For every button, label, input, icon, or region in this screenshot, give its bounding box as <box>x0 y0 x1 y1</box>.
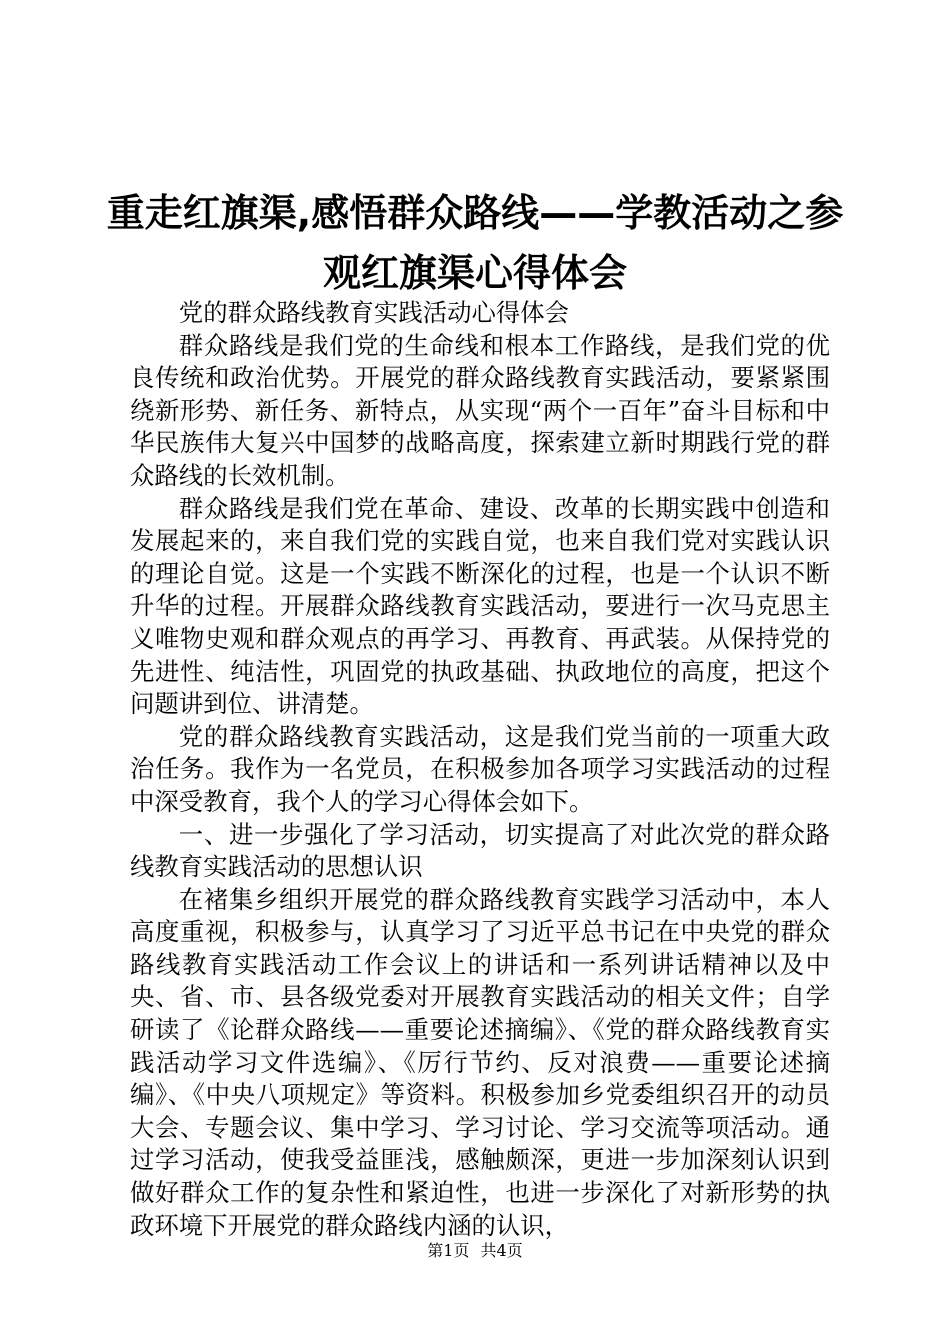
title-line-1: 重走红旗渠,感悟群众路线——学教活动之参 <box>106 191 844 235</box>
body-paragraph: 在褚集乡组织开展党的群众路线教育实践学习活动中，本人高度重视，积极参与，认真学习了习近平总书记在中央党的群众路线教育实践活动工作会议上的讲话和一系列讲话精神以及中央、省、市、县各级党委对开展教育实践活动的相关文件；自学研读了《论群众路线——重要论述摘编》、《党的群众路线教育实践活动学习文件选编》、《厉行节约、反对浪费——重要论述摘编》、《中央八项规定》等资料。积极参加乡党委组织召开的动员大会、专题会议、集中学习、学习讨论、学习交流等项活动。通过学习活动，使我受益匪浅，感触颇深，更进一步加深刻认识到做好群众工作的复杂性和紧迫性，也进一步深化了对新形势的执政环境下开展党的群众路线内涵的认识， <box>130 884 830 1240</box>
document-body <box>130 297 830 1242</box>
section-heading: 一、进一步强化了学习活动，切实提高了对此次党的群众路线教育实践活动的思想认识 <box>130 819 830 882</box>
body-paragraph: 群众路线是我们党在革命、建设、改革的长期实践中创造和发展起来的，来自我们党的实践自觉，也来自我们党对实践认识的理论自觉。这是一个实践不断深化的过程，也是一个认识不断升华的过程。开展群众路线教育实践活动，要进行一次马克思主义唯物史观和群众观点的再学习、再教育、再武装。从保持党的先进性、纯洁性，巩固党的执政基础、执政地位的高度，把这个问题讲到位、讲清楚。 <box>130 493 830 719</box>
page-number: 第1页 <box>427 1241 470 1260</box>
page-total: 共4页 <box>480 1241 523 1260</box>
body-paragraph: 党的群众路线教育实践活动，这是我们党当前的一项重大政治任务。我作为一名党员，在积极参加各项学习实践活动的过程中深受教育，我个人的学习心得体会如下。 <box>130 721 830 816</box>
page-footer <box>0 1241 950 1261</box>
document-title <box>90 183 860 303</box>
body-paragraph: 群众路线是我们党的生命线和根本工作路线，是我们党的优良传统和政治优势。开展党的群众路线教育实践活动，要紧紧围绕新形势、新任务、新特点，从实现“两个一百年”奋斗目标和中华民族伟大复兴中国梦的战略高度，探索建立新时期践行党的群众路线的长效机制。 <box>130 330 830 490</box>
subtitle-paragraph: 党的群众路线教育实践活动心得体会 <box>178 298 570 327</box>
title-line-2: 观红旗渠心得体会 <box>322 251 627 295</box>
